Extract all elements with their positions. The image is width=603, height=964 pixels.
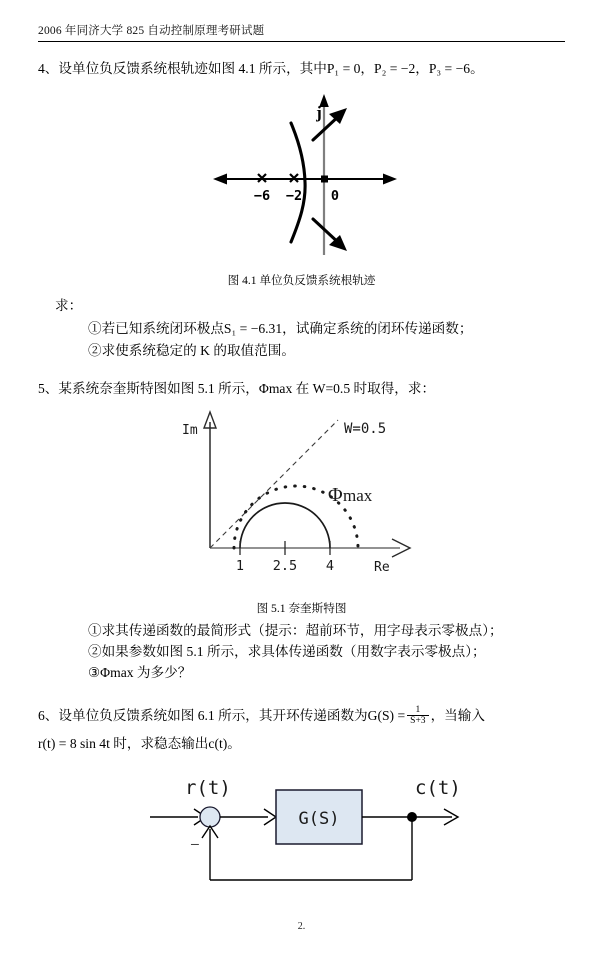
locus-branch-main: [291, 123, 305, 242]
fraction-numerator: 1: [415, 705, 421, 716]
question-4-number: 4、: [38, 61, 59, 76]
question-5-sub-1: ①求其传递函数的最简形式（提示：超前环节，用字母表示零极点）；: [88, 623, 503, 638]
question-6-line-1: [38, 705, 485, 728]
question-4-prompt: 求：: [55, 298, 83, 313]
figure-4-1-caption: 图 4.1 单位负反馈系统根轨迹: [227, 274, 376, 287]
figure-4-1: [205, 92, 405, 262]
question-5-sub-3: ③Φmax 为多少？: [88, 665, 192, 680]
page-header: [38, 22, 565, 38]
nyquist-svg: [178, 408, 438, 580]
re-axis-label: Re: [374, 560, 390, 575]
input-label: r(t): [185, 777, 231, 799]
question-6-number: 6、: [38, 708, 59, 723]
root-locus-svg: [205, 92, 405, 262]
question-6-gs: G(S) =: [367, 708, 406, 723]
pole-label-minus6: −6: [253, 188, 271, 204]
tick-label-2: 2.5: [272, 558, 298, 574]
header-rule: [38, 41, 565, 42]
figure-5-1-caption: 图 5.1 奈奎斯特图: [256, 602, 347, 615]
real-axis-left-arrowhead: [213, 174, 227, 185]
phi-max-subscript: max: [343, 486, 373, 505]
w-value-label: W=0.5: [344, 421, 387, 437]
question-5-line: [38, 378, 435, 399]
tick-label-3: 4: [325, 558, 335, 574]
header-title: 2006 年同济大学 825 自动控制原理考研试题: [38, 25, 265, 37]
phi-max-symbol: Φ: [328, 484, 343, 506]
question-4-math: P₁ = 0，P₂ = −2，P₃ = −6。: [326, 61, 484, 76]
question-6-line-2: r(t) = 8 sin 4t 时，求稳态输出c(t)。: [38, 736, 241, 751]
negative-sign-label: −: [190, 835, 200, 854]
question-4-line: [38, 58, 484, 79]
question-6-text-a: 设单位负反馈系统如图 6.1 所示，其开环传递函数为: [58, 708, 368, 723]
pole-label-zero: 0: [330, 188, 340, 204]
question-6-text-c: ，当输入: [430, 708, 485, 723]
block-diagram-svg: [140, 772, 480, 892]
real-axis-right-arrowhead: [383, 174, 397, 185]
gs-block-label: G(S): [298, 809, 340, 829]
question-6-fraction: [407, 705, 428, 727]
question-5-text: 某系统奈奎斯特图如图 5.1 所示，Φmax 在 W=0.5 时取得，求：: [58, 381, 436, 396]
question-4-sub-1: ①若已知系统闭环极点S₁ = −6.31，试确定系统的闭环传递函数；: [88, 321, 473, 336]
figure-5-1: [178, 408, 438, 580]
w-tangent-line: [210, 420, 338, 548]
imaginary-axis-label: j: [316, 103, 322, 122]
question-5-number: 5、: [38, 381, 59, 396]
tick-label-1: 1: [235, 558, 245, 574]
summing-junction: [200, 807, 220, 827]
page-number: 2.: [297, 921, 306, 932]
question-4-sub-2: ②求使系统稳定的 K 的取值范围。: [88, 343, 295, 358]
question-5-sub-2: ②如果参数如图 5.1 所示，求具体传递函数（用数字表示零极点）；: [88, 644, 486, 659]
im-axis-label: Im: [182, 423, 198, 438]
output-label: c(t): [415, 777, 461, 799]
pole-label-minus2: −2: [285, 188, 303, 204]
question-4-text: 设单位负反馈系统根轨迹如图 4.1 所示，其中: [58, 61, 327, 76]
figure-6-1: [140, 772, 480, 892]
fraction-denominator: S+3: [407, 715, 428, 726]
pole-marker-origin: [321, 176, 328, 183]
